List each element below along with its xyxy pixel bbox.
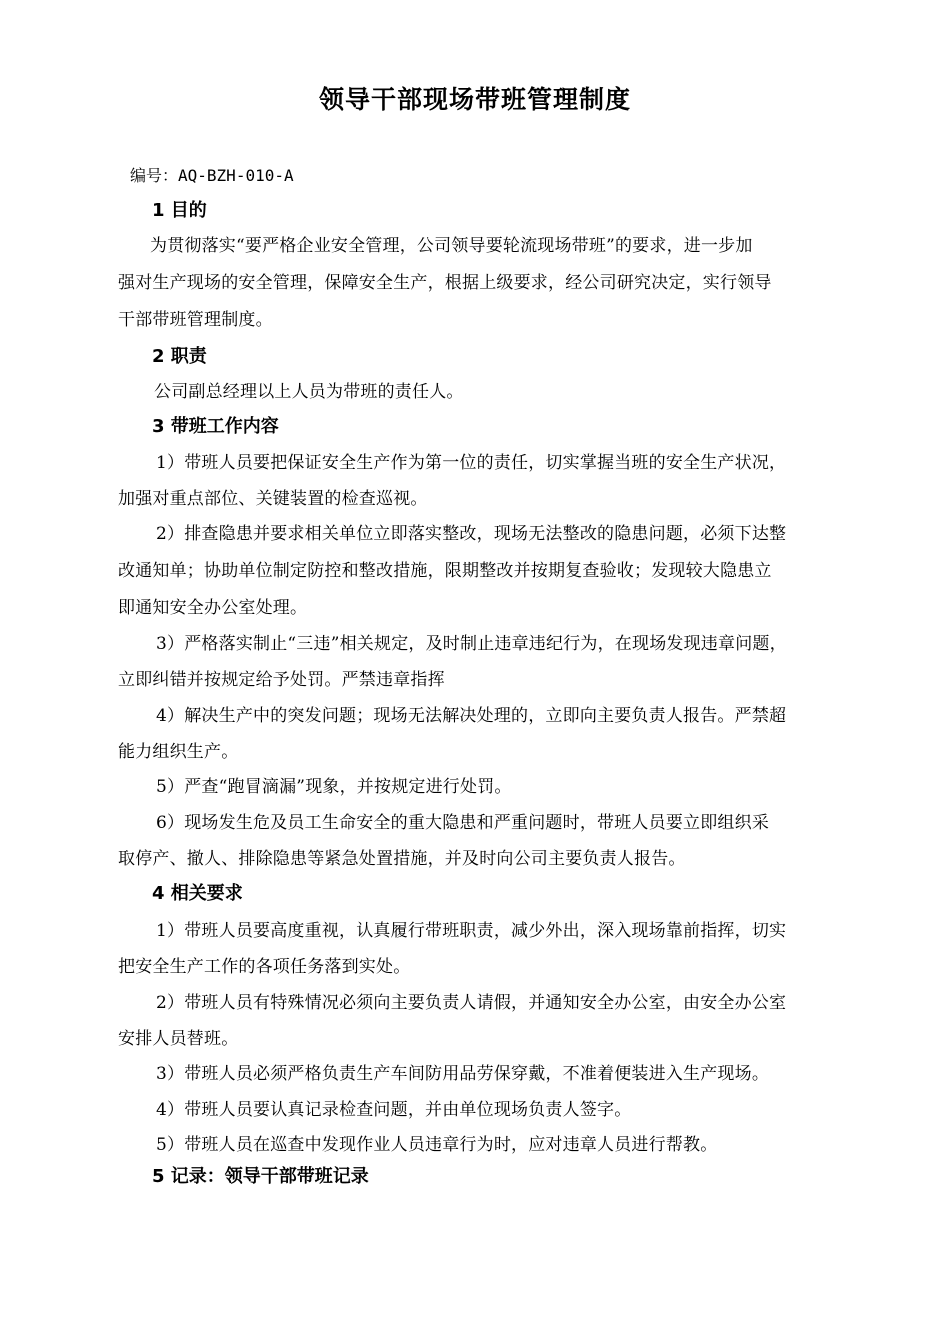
paragraph-line: 2）带班人员有特殊情况必须向主要负责人请假，并通知安全办公室，由安全办公室 — [156, 993, 787, 1013]
section-heading-records: 5 记录：领导干部带班记录 — [152, 1166, 369, 1187]
paragraph-line: 加强对重点部位、关键装置的检查巡视。 — [118, 489, 428, 509]
paragraph-line: 安排人员替班。 — [118, 1029, 239, 1049]
paragraph-line: 4）解决生产中的突发问题；现场无法解决处理的，立即向主要负责人报告。严禁超 — [156, 706, 787, 726]
paragraph-line: 即通知安全办公室处理。 — [118, 598, 308, 618]
paragraph-line: 5）带班人员在巡查中发现作业人员违章行为时，应对违章人员进行帮教。 — [156, 1135, 718, 1155]
section-heading-duties: 2 职责 — [152, 346, 207, 367]
paragraph-line: 公司副总经理以上人员为带班的责任人。 — [154, 382, 464, 402]
paragraph-line: 强对生产现场的安全管理，保障安全生产，根据上级要求，经公司研究决定，实行领导 — [118, 273, 772, 293]
paragraph-line: 为贯彻落实“要严格企业安全管理，公司领导要轮流现场带班”的要求，进一步加 — [150, 236, 753, 256]
paragraph-line: 2）排查隐患并要求相关单位立即落实整改，现场无法整改的隐患问题，必须下达整 — [156, 524, 787, 544]
paragraph-line: 立即纠错并按规定给予处罚。严禁违章指挥 — [118, 670, 445, 690]
paragraph-line: 能力组织生产。 — [118, 742, 239, 762]
paragraph-line: 4）带班人员要认真记录检查问题，并由单位现场负责人签字。 — [156, 1100, 632, 1120]
paragraph-line: 1）带班人员要高度重视，认真履行带班职责，减少外出，深入现场靠前指挥，切实 — [156, 921, 787, 941]
section-heading-requirements: 4 相关要求 — [152, 883, 243, 904]
paragraph-line: 改通知单；协助单位制定防控和整改措施，限期整改并按期复查验收；发现较大隐患立 — [118, 561, 772, 581]
paragraph-line: 3）带班人员必须严格负责生产车间防用品劳保穿戴，不准着便装进入生产现场。 — [156, 1064, 770, 1084]
paragraph-line: 取停产、撤人、排除隐患等紧急处置措施，并及时向公司主要负责人报告。 — [118, 849, 686, 869]
paragraph-line: 5）严查“跑冒滴漏”现象，并按规定进行处罚。 — [156, 777, 512, 797]
document-number-label: 编号： — [130, 166, 179, 185]
paragraph-line: 3）严格落实制止“三违”相关规定，及时制止违章违纪行为，在现场发现违章问题， — [156, 634, 787, 654]
paragraph-line: 6）现场发生危及员工生命安全的重大隐患和严重问题时，带班人员要立即组织采 — [156, 813, 770, 833]
document-title: 领导干部现场带班管理制度 — [318, 85, 631, 114]
section-heading-purpose: 1 目的 — [152, 200, 207, 221]
section-heading-work-content: 3 带班工作内容 — [152, 416, 279, 437]
document-number-value: AQ-BZH-010-A — [178, 166, 294, 185]
paragraph-line: 干部带班管理制度。 — [118, 310, 273, 330]
paragraph-line: 把安全生产工作的各项任务落到实处。 — [118, 957, 411, 977]
paragraph-line: 1）带班人员要把保证安全生产作为第一位的责任，切实掌握当班的安全生产状况， — [156, 453, 787, 473]
document-number — [130, 165, 294, 187]
